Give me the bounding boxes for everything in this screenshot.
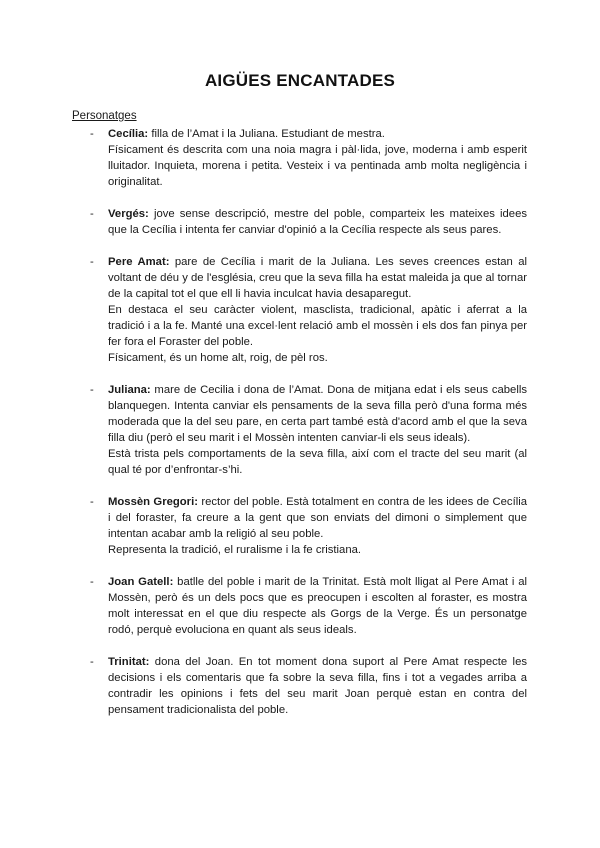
character-paragraph xyxy=(108,302,527,350)
character-entry xyxy=(72,126,527,190)
character-text: Físicament és descrita com una noia magra i pàl·lida, jove, moderna i amb esperit lluitador. Inquieta, morena i petita. Vesteix i va pentinada amb molta negligència i originalitat. xyxy=(108,144,527,188)
character-text: Representa la tradició, el ruralisme i la fe cristiana. xyxy=(108,544,362,556)
section-label: Personatges xyxy=(72,110,137,122)
character-name: Juliana: xyxy=(108,384,151,396)
bullet-dash: - xyxy=(90,128,94,140)
character-entry xyxy=(72,254,527,366)
character-paragraph xyxy=(108,254,527,302)
bullet-dash: - xyxy=(90,656,94,668)
character-paragraph xyxy=(108,206,527,238)
character-paragraph xyxy=(108,494,527,542)
character-name: Cecília: xyxy=(108,128,149,140)
character-entry xyxy=(72,206,527,238)
document-title: AIGÜES ENCANTADES xyxy=(204,71,396,90)
character-paragraph xyxy=(108,126,527,142)
character-text: dona del Joan. En tot moment dona suport al Pere Amat respecte les decisions i els comentaris que fa sobre la seva filla, fins i tot a vegades arriba a contradir les opinions i fets del seu marit Joan perquè estan en contra del pensament tradicionalista del poble. xyxy=(108,656,527,716)
character-paragraph xyxy=(108,542,527,558)
character-name: Pere Amat: xyxy=(108,256,170,268)
character-entry xyxy=(72,382,527,478)
bullet-dash: - xyxy=(90,384,94,396)
bullet-dash: - xyxy=(90,496,94,508)
character-name: Mossèn Gregori: xyxy=(108,496,198,508)
character-paragraph xyxy=(108,574,527,638)
character-text: Està trista pels comportaments de la seva filla, així com el tracte del seu marit (al qual té por d’enfrontar-s’hi. xyxy=(108,448,527,476)
character-paragraph xyxy=(108,446,527,478)
character-paragraph xyxy=(108,350,527,366)
character-name: Vergés: xyxy=(108,208,149,220)
character-paragraph xyxy=(108,382,527,446)
character-text: filla de l’Amat i la Juliana. Estudiant de mestra. xyxy=(151,128,385,140)
character-text: rector del poble. Està totalment en contra de les idees de Cecília i del foraster, fa creure a la gent que son enviats del dimoni o simplement que intentan acabar amb la religió al seu poble. xyxy=(108,496,528,540)
character-text: batlle del poble i marit de la Trinitat. Està molt lligat al Pere Amat i al Mossèn, però és un dels pocs que es preocupen i escolten al foraster, es mostra molt interessat en el que diu respecte als Gorgs de la Verge. És un personatge rodó, perquè evoluciona en quant als seus ideals. xyxy=(108,576,528,636)
character-entry xyxy=(72,654,527,718)
bullet-dash: - xyxy=(90,208,94,220)
character-name: Trinitat: xyxy=(108,656,150,668)
character-entry xyxy=(72,574,527,638)
bullet-dash: - xyxy=(90,576,94,588)
character-text: Físicament, és un home alt, roig, de pèl ros. xyxy=(108,352,328,364)
character-text: En destaca el seu caràcter violent, masclista, tradicional, apàtic i aferrat a la tradició i a la fe. Manté una excel·lent relació amb el mossèn i els dos fan pinya per fer fora el Foraster del poble. xyxy=(108,304,527,348)
character-paragraph xyxy=(108,654,527,718)
character-text: mare de Cecilia i dona de l’Amat. Dona de mitjana edat i els seus cabells blanquegen. Intenta canviar els pensaments de la seva filla però d'una forma més moderada que la del seu pare, en certa part també està d'acord amb el que la seva filla diu (però el seu marit i el Mossèn intenten canviar-li els seus ideals). xyxy=(108,384,527,444)
character-entry xyxy=(72,494,527,558)
character-list xyxy=(72,126,527,734)
character-text: pare de Cecília i marit de la Juliana. Les seves creences estan al voltant de déu y de l'església, creu que la seva filla ha estat maleida ja que al tornar de la capital tot el que ell li havia inculcat havia desaparegut. xyxy=(108,256,527,300)
character-paragraph xyxy=(108,142,527,190)
bullet-dash: - xyxy=(90,256,94,268)
character-text: jove sense descripció, mestre del poble, comparteix les mateixes idees que la Cecília i intenta fer canviar d'opinió a la Cecília respecte als seus pares. xyxy=(108,208,527,236)
character-name: Joan Gatell: xyxy=(108,576,174,588)
